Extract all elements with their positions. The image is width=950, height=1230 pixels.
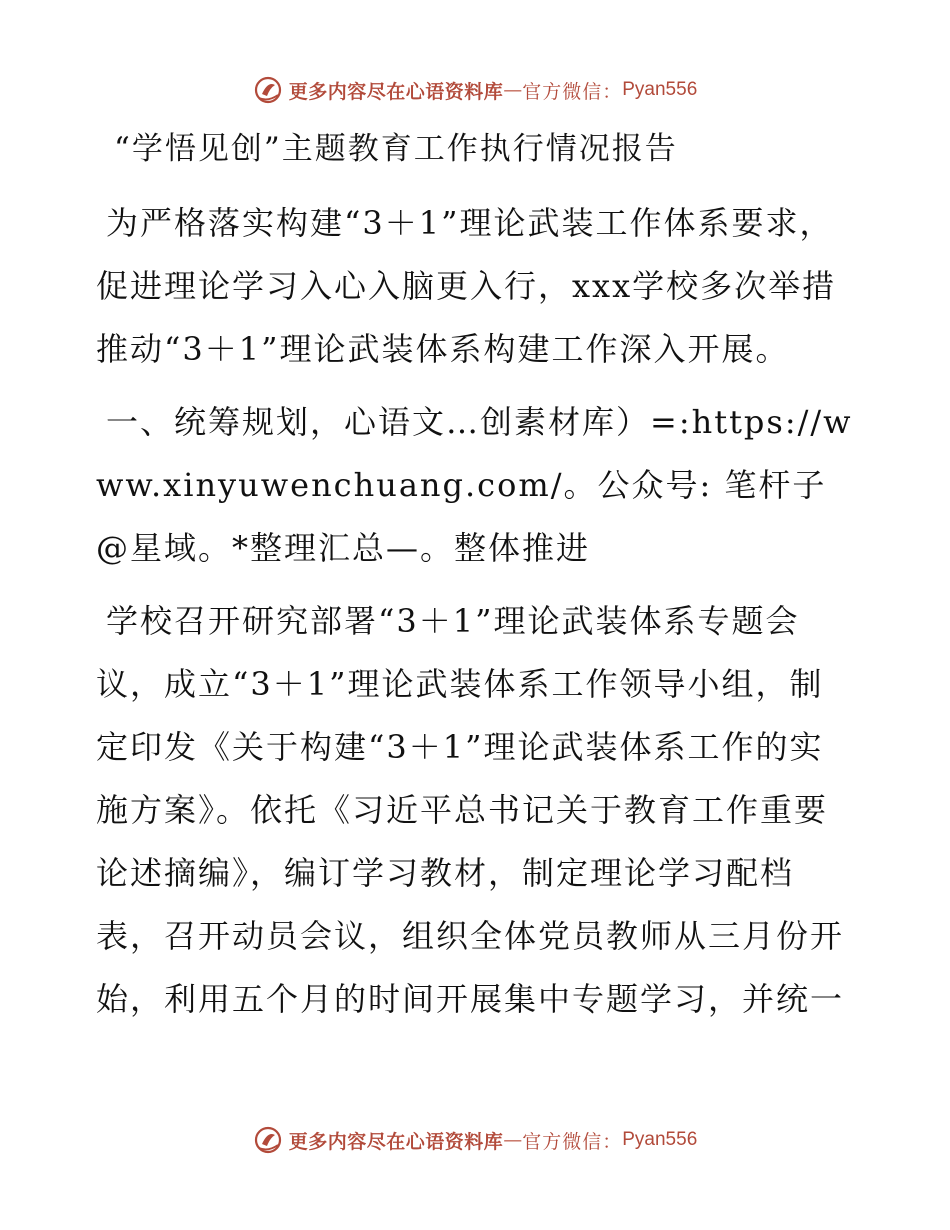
banner-account-id: Pyan556 <box>622 79 698 100</box>
banner-main-text: 更多内容尽在心语资料库 <box>288 1130 504 1153</box>
paragraph-intro: 为严格落实构建“3＋1”理论武装工作体系要求，促进理论学习入心入脑更入行，xxx学校多次举措推动“3＋1”理论武装体系构建工作深入开展。 <box>96 204 837 368</box>
document-title: “学悟见创”主题教育工作执行情况报告 <box>114 131 678 167</box>
brand-logo-icon <box>253 1125 283 1155</box>
footer-watermark-banner <box>0 1120 950 1160</box>
header-watermark-content <box>253 75 698 105</box>
banner-dash: — <box>503 79 523 101</box>
paragraph-body: 学校召开研究部署“3＋1”理论武装体系专题会议，成立“3＋1”理论武装体系工作领导小组，制定印发《关于构建“3＋1”理论武装体系工作的实施方案》。依托《习近平总书记关于教育工作重要论述摘编》，编订学习教材，制定理论学习配档表，召开动员会议，组织全体党员教师从三月份开始，利用五个月的时间开展集中专题学习，并统一 <box>96 602 845 1018</box>
banner-official-label: 官方微信： <box>522 80 623 103</box>
paragraph-section-heading: 一、统筹规划，心语文…创素材库）=:https://www.xinyuwenchuang.com/。公众号: 笔杆子@星域。*整理汇总—。整体推进 <box>96 403 853 567</box>
banner-dash: — <box>503 1129 523 1151</box>
banner-official-label: 官方微信： <box>522 1130 623 1153</box>
document-body <box>96 120 856 1031</box>
header-watermark-banner <box>0 70 950 110</box>
banner-main-text: 更多内容尽在心语资料库 <box>288 80 504 103</box>
brand-logo-icon <box>253 75 283 105</box>
banner-account-id: Pyan556 <box>622 1129 698 1150</box>
footer-watermark-content <box>253 1125 698 1155</box>
